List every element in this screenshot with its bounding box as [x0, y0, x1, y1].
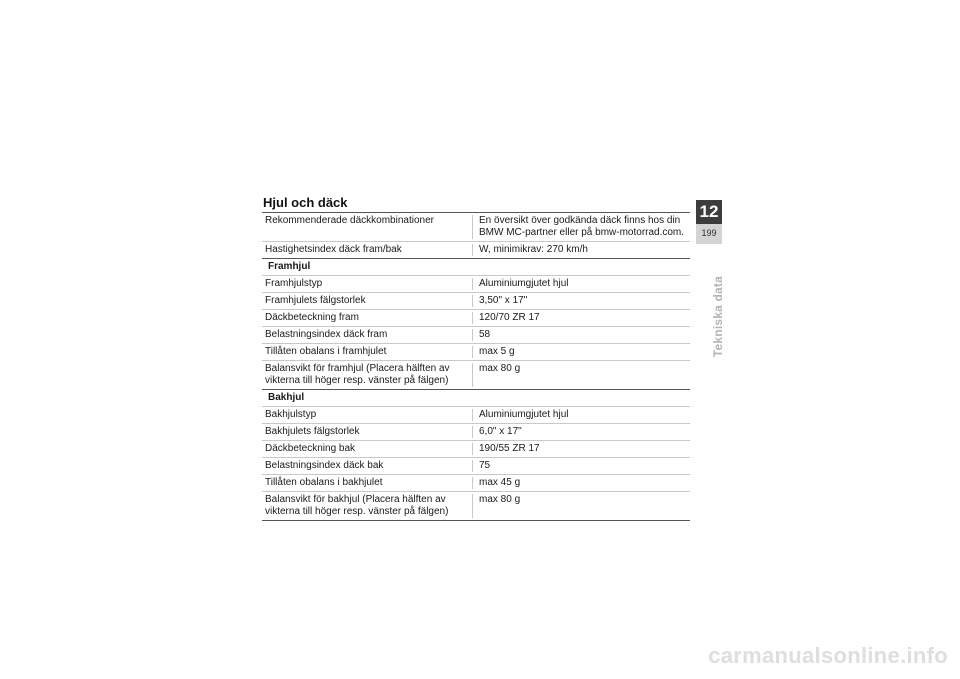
- row-label: Tillåten obalans i bakhjulet: [265, 477, 383, 488]
- row-value: W, minimikrav: 270 km/h: [472, 244, 690, 256]
- chapter-number: 12: [699, 202, 719, 221]
- table-row: [262, 293, 690, 310]
- table-row: [262, 276, 690, 293]
- section-title: Hjul och däck: [263, 195, 348, 210]
- row-value: 75: [472, 460, 690, 472]
- row-label: Däckbeteckning bak: [265, 443, 356, 454]
- table-row: [262, 475, 690, 492]
- row-value: 58: [472, 329, 690, 341]
- row-value: max 5 g: [472, 346, 690, 358]
- row-label: Balansvikt för framhjul (Placera hälften av vikterna till höger resp. vänster på fälgen): [265, 363, 450, 386]
- row-value: max 80 g: [472, 363, 690, 387]
- row-value: 120/70 ZR 17: [472, 312, 690, 324]
- row-label: Tillåten obalans i framhjulet: [265, 346, 387, 357]
- row-label: Däckbeteckning fram: [265, 312, 359, 323]
- spec-table: [262, 212, 690, 521]
- table-row: [262, 492, 690, 521]
- row-label: Belastningsindex däck bak: [265, 460, 384, 471]
- row-label: Balansvikt för bakhjul (Placera hälften av vikterna till höger resp. vänster på fälgen): [265, 494, 449, 517]
- page-number: 199: [701, 228, 717, 238]
- row-value: max 80 g: [472, 494, 690, 518]
- table-row: [262, 327, 690, 344]
- chapter-label: [711, 276, 725, 357]
- row-value: 190/55 ZR 17: [472, 443, 690, 455]
- row-label: Hastighetsindex däck fram/bak: [265, 244, 402, 255]
- front-wheel-header: Framhjul: [262, 259, 690, 276]
- table-row: [262, 212, 690, 242]
- row-value: Aluminiumgjutet hjul: [472, 409, 690, 421]
- table-row: [262, 310, 690, 327]
- row-label: Belastningsindex däck fram: [265, 329, 388, 340]
- row-label: Rekommenderade däckkombinationer: [265, 215, 434, 226]
- row-label: Bakhjulstyp: [265, 409, 317, 420]
- table-row: [262, 458, 690, 475]
- row-label: Framhjulets fälgstorlek: [265, 295, 366, 306]
- row-value: Aluminiumgjutet hjul: [472, 278, 690, 290]
- table-row: [262, 407, 690, 424]
- table-row: [262, 242, 690, 259]
- row-value: 6,0" x 17": [472, 426, 690, 438]
- table-row: [262, 441, 690, 458]
- row-value: max 45 g: [472, 477, 690, 489]
- table-row: [262, 344, 690, 361]
- row-label: Bakhjulets fälgstorlek: [265, 426, 360, 437]
- chapter-label-text: Tekniska data: [711, 276, 725, 358]
- row-value: En översikt över godkända däck finns hos din BMW MC-partner eller på bmw-motorrad.com.: [472, 215, 690, 239]
- rear-wheel-header: Bakhjul: [262, 390, 690, 407]
- table-row: [262, 361, 690, 390]
- row-label: Framhjulstyp: [265, 278, 323, 289]
- watermark: carmanualsonline.info: [708, 643, 948, 668]
- table-row: [262, 424, 690, 441]
- row-value: 3,50" x 17": [472, 295, 690, 307]
